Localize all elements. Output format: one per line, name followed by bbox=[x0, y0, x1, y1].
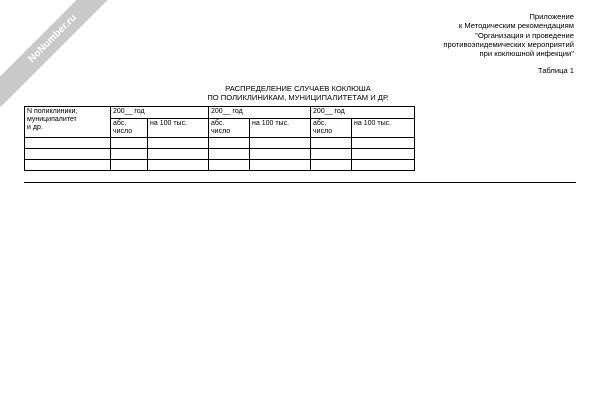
table-cell[interactable] bbox=[209, 149, 250, 160]
watermark-text: NoNumber.ru bbox=[26, 12, 79, 65]
table-cell[interactable] bbox=[148, 149, 209, 160]
abs-line: абс. bbox=[113, 120, 127, 127]
table-cell[interactable] bbox=[148, 138, 209, 149]
table-cell[interactable] bbox=[148, 160, 209, 171]
row-header-cell bbox=[25, 107, 111, 138]
table-cell[interactable] bbox=[352, 160, 415, 171]
table-row bbox=[25, 138, 415, 149]
table-cell[interactable] bbox=[25, 138, 111, 149]
abs-number-header bbox=[311, 119, 352, 138]
appendix-line: Приложение bbox=[529, 12, 574, 21]
table-cell[interactable] bbox=[25, 149, 111, 160]
table-cell[interactable] bbox=[250, 160, 311, 171]
table-cell[interactable] bbox=[311, 149, 352, 160]
watermark-ribbon bbox=[0, 0, 121, 107]
abs-number-header bbox=[209, 119, 250, 138]
appendix-line: при коклюшной инфекции" bbox=[479, 49, 574, 59]
table-cell[interactable] bbox=[352, 138, 415, 149]
table-number: Таблица 1 bbox=[537, 66, 574, 75]
page-divider bbox=[24, 182, 576, 183]
table-row bbox=[25, 149, 415, 160]
per-100k-header: на 100 тыс. bbox=[250, 119, 311, 138]
abs-line: число bbox=[211, 128, 231, 135]
table-cell[interactable] bbox=[209, 160, 250, 171]
table-cell[interactable] bbox=[111, 138, 148, 149]
abs-line: абс. bbox=[211, 120, 225, 127]
appendix-note bbox=[354, 12, 574, 58]
row-header-line: муниципалитет bbox=[27, 116, 77, 123]
header-row-years bbox=[25, 107, 415, 119]
title-line-1: РАСПРЕДЕЛЕНИЕ СЛУЧАЕВ КОКЛЮША bbox=[225, 84, 371, 93]
appendix-line: к Методическим рекомендациям bbox=[458, 21, 574, 31]
appendix-line: "Организация и проведение bbox=[475, 30, 574, 40]
row-header-line: N поликлиники, bbox=[27, 108, 78, 115]
table-cell[interactable] bbox=[250, 149, 311, 160]
table-cell[interactable] bbox=[311, 138, 352, 149]
abs-number-header bbox=[111, 119, 148, 138]
table-cell[interactable] bbox=[352, 149, 415, 160]
table-cell[interactable] bbox=[311, 160, 352, 171]
appendix-line: противоэпидемических мероприятий bbox=[443, 39, 574, 49]
year-header: 200__ год bbox=[311, 107, 415, 119]
abs-line: число bbox=[113, 128, 133, 135]
per-100k-header: на 100 тыс. bbox=[148, 119, 209, 138]
per-100k-header: на 100 тыс. bbox=[352, 119, 415, 138]
table-cell[interactable] bbox=[250, 138, 311, 149]
title-line-2: ПО ПОЛИКЛИНИКАМ, МУНИЦИПАЛИТЕТАМ И ДР. bbox=[207, 93, 389, 102]
document-title bbox=[186, 84, 410, 102]
table-cell[interactable] bbox=[25, 160, 111, 171]
table-cell[interactable] bbox=[111, 149, 148, 160]
abs-line: абс. bbox=[313, 120, 327, 127]
cases-table bbox=[24, 106, 415, 171]
table-cell[interactable] bbox=[111, 160, 148, 171]
table-cell[interactable] bbox=[209, 138, 250, 149]
year-header: 200__ год bbox=[111, 107, 209, 119]
row-header-line: и др. bbox=[27, 124, 43, 131]
abs-line: число bbox=[313, 128, 333, 135]
year-header: 200__ год bbox=[209, 107, 311, 119]
table-row bbox=[25, 160, 415, 171]
